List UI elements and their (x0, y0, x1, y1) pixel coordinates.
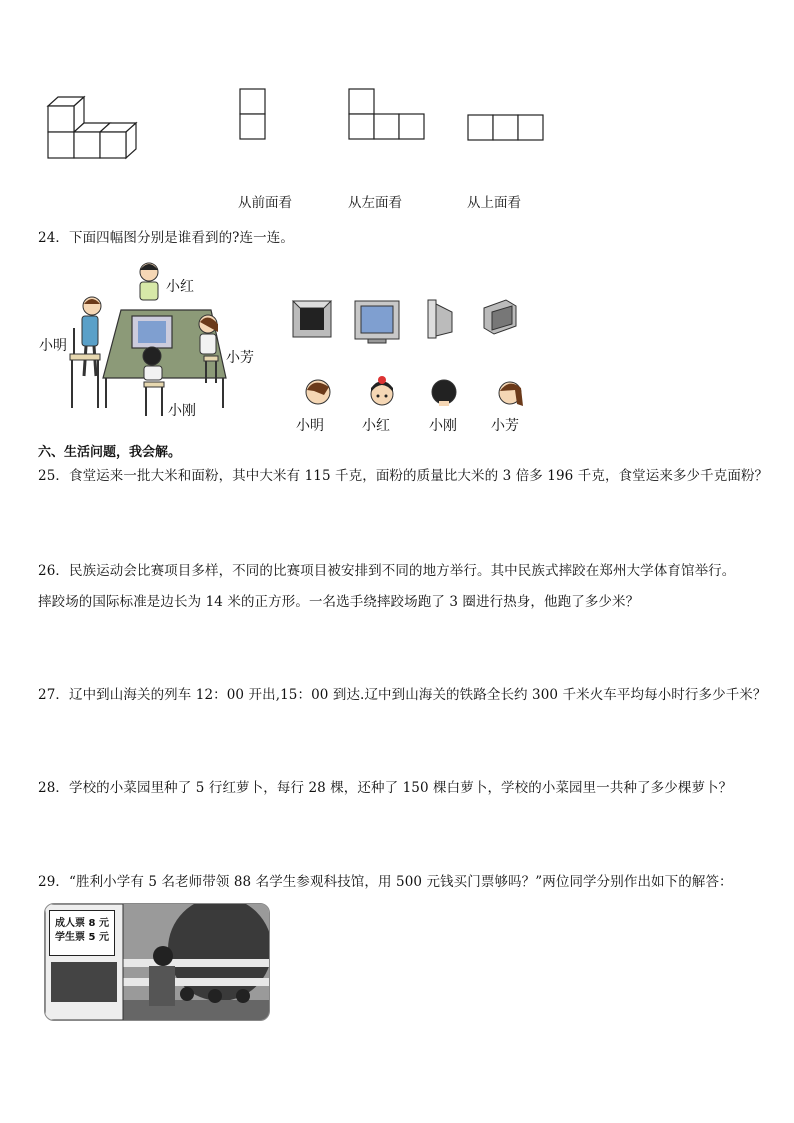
ticket-sign (49, 910, 115, 956)
scene-label-xiaofang: 小芳 (226, 350, 254, 366)
student-ticket-price: 学生票 5 元 (55, 932, 109, 943)
front-view-grid (239, 88, 267, 140)
left-view-grid (348, 88, 428, 140)
xiaofang-head-icon (497, 376, 527, 410)
monitor-back-view-icon (482, 298, 518, 338)
question-28: 28．学校的小菜园里种了 5 行红萝卜，每行 28 棵，还种了 150 棵白萝卜，学校的小菜园里一共种了多少棵萝卜？ (38, 780, 733, 796)
scene-label-xiaogang: 小刚 (168, 403, 196, 419)
scene-label-xiaohong: 小红 (166, 279, 194, 295)
question-26-line2: 摔跤场的国际标准是边长为 14 米的正方形。一名选手绕摔跤场跑了 3 圈进行热身，他跑了多少米？ (38, 594, 640, 610)
question-29: 29．“胜利小学有 5 名老师带领 88 名学生参观科技馆，用 500 元钱买门票够吗？”两位同学分别作出如下的解答： (38, 874, 733, 890)
xiaoming-head-icon (304, 377, 332, 407)
scene-label-xiaoming: 小明 (39, 338, 67, 354)
question-27: 27．辽中到山海关的列车 12：00 开出,15：00 到达.辽中到山海关的铁路全长约 300 千米火车平均每小时行多少千米？ (38, 687, 767, 703)
question-24: 24．下面四幅图分别是谁看到的?连一连。 (38, 230, 294, 246)
kid-label-xiaoming: 小明 (296, 418, 324, 434)
adult-ticket-price: 成人票 8 元 (55, 918, 109, 929)
kid-label-xiaogang: 小刚 (429, 418, 457, 434)
xiaogang-head-icon (430, 377, 458, 407)
table-scene-illustration (66, 258, 236, 418)
monitor-front-screen-icon (354, 300, 400, 344)
top-view-grid (467, 114, 547, 141)
monitor-front-angled-icon (292, 300, 332, 338)
section-6-title: 六、生活问题，我会解。 (38, 445, 182, 460)
cube-stack-figure (48, 96, 138, 160)
kid-label-xiaohong: 小红 (362, 418, 390, 434)
xiaohong-head-icon (368, 376, 396, 410)
kid-label-xiaofang: 小芳 (491, 418, 519, 434)
monitor-side-view-icon (426, 298, 456, 342)
caption-left-view: 从左面看 (348, 195, 402, 211)
question-26-line1: 26．民族运动会比赛项目多样，不同的比赛项目被安排到不同的地方举行。其中民族式摔跤在郑州大学体育馆举行。 (38, 563, 736, 579)
question-25: 25．食堂运来一批大米和面粉，其中大米有 115 千克，面粉的质量比大米的 3 倍多 196 千克，食堂运来多少千克面粉？ (38, 468, 769, 484)
caption-top-view: 从上面看 (467, 195, 521, 211)
caption-front-view: 从前面看 (238, 195, 292, 211)
ticket-booth-photo (44, 903, 270, 1021)
